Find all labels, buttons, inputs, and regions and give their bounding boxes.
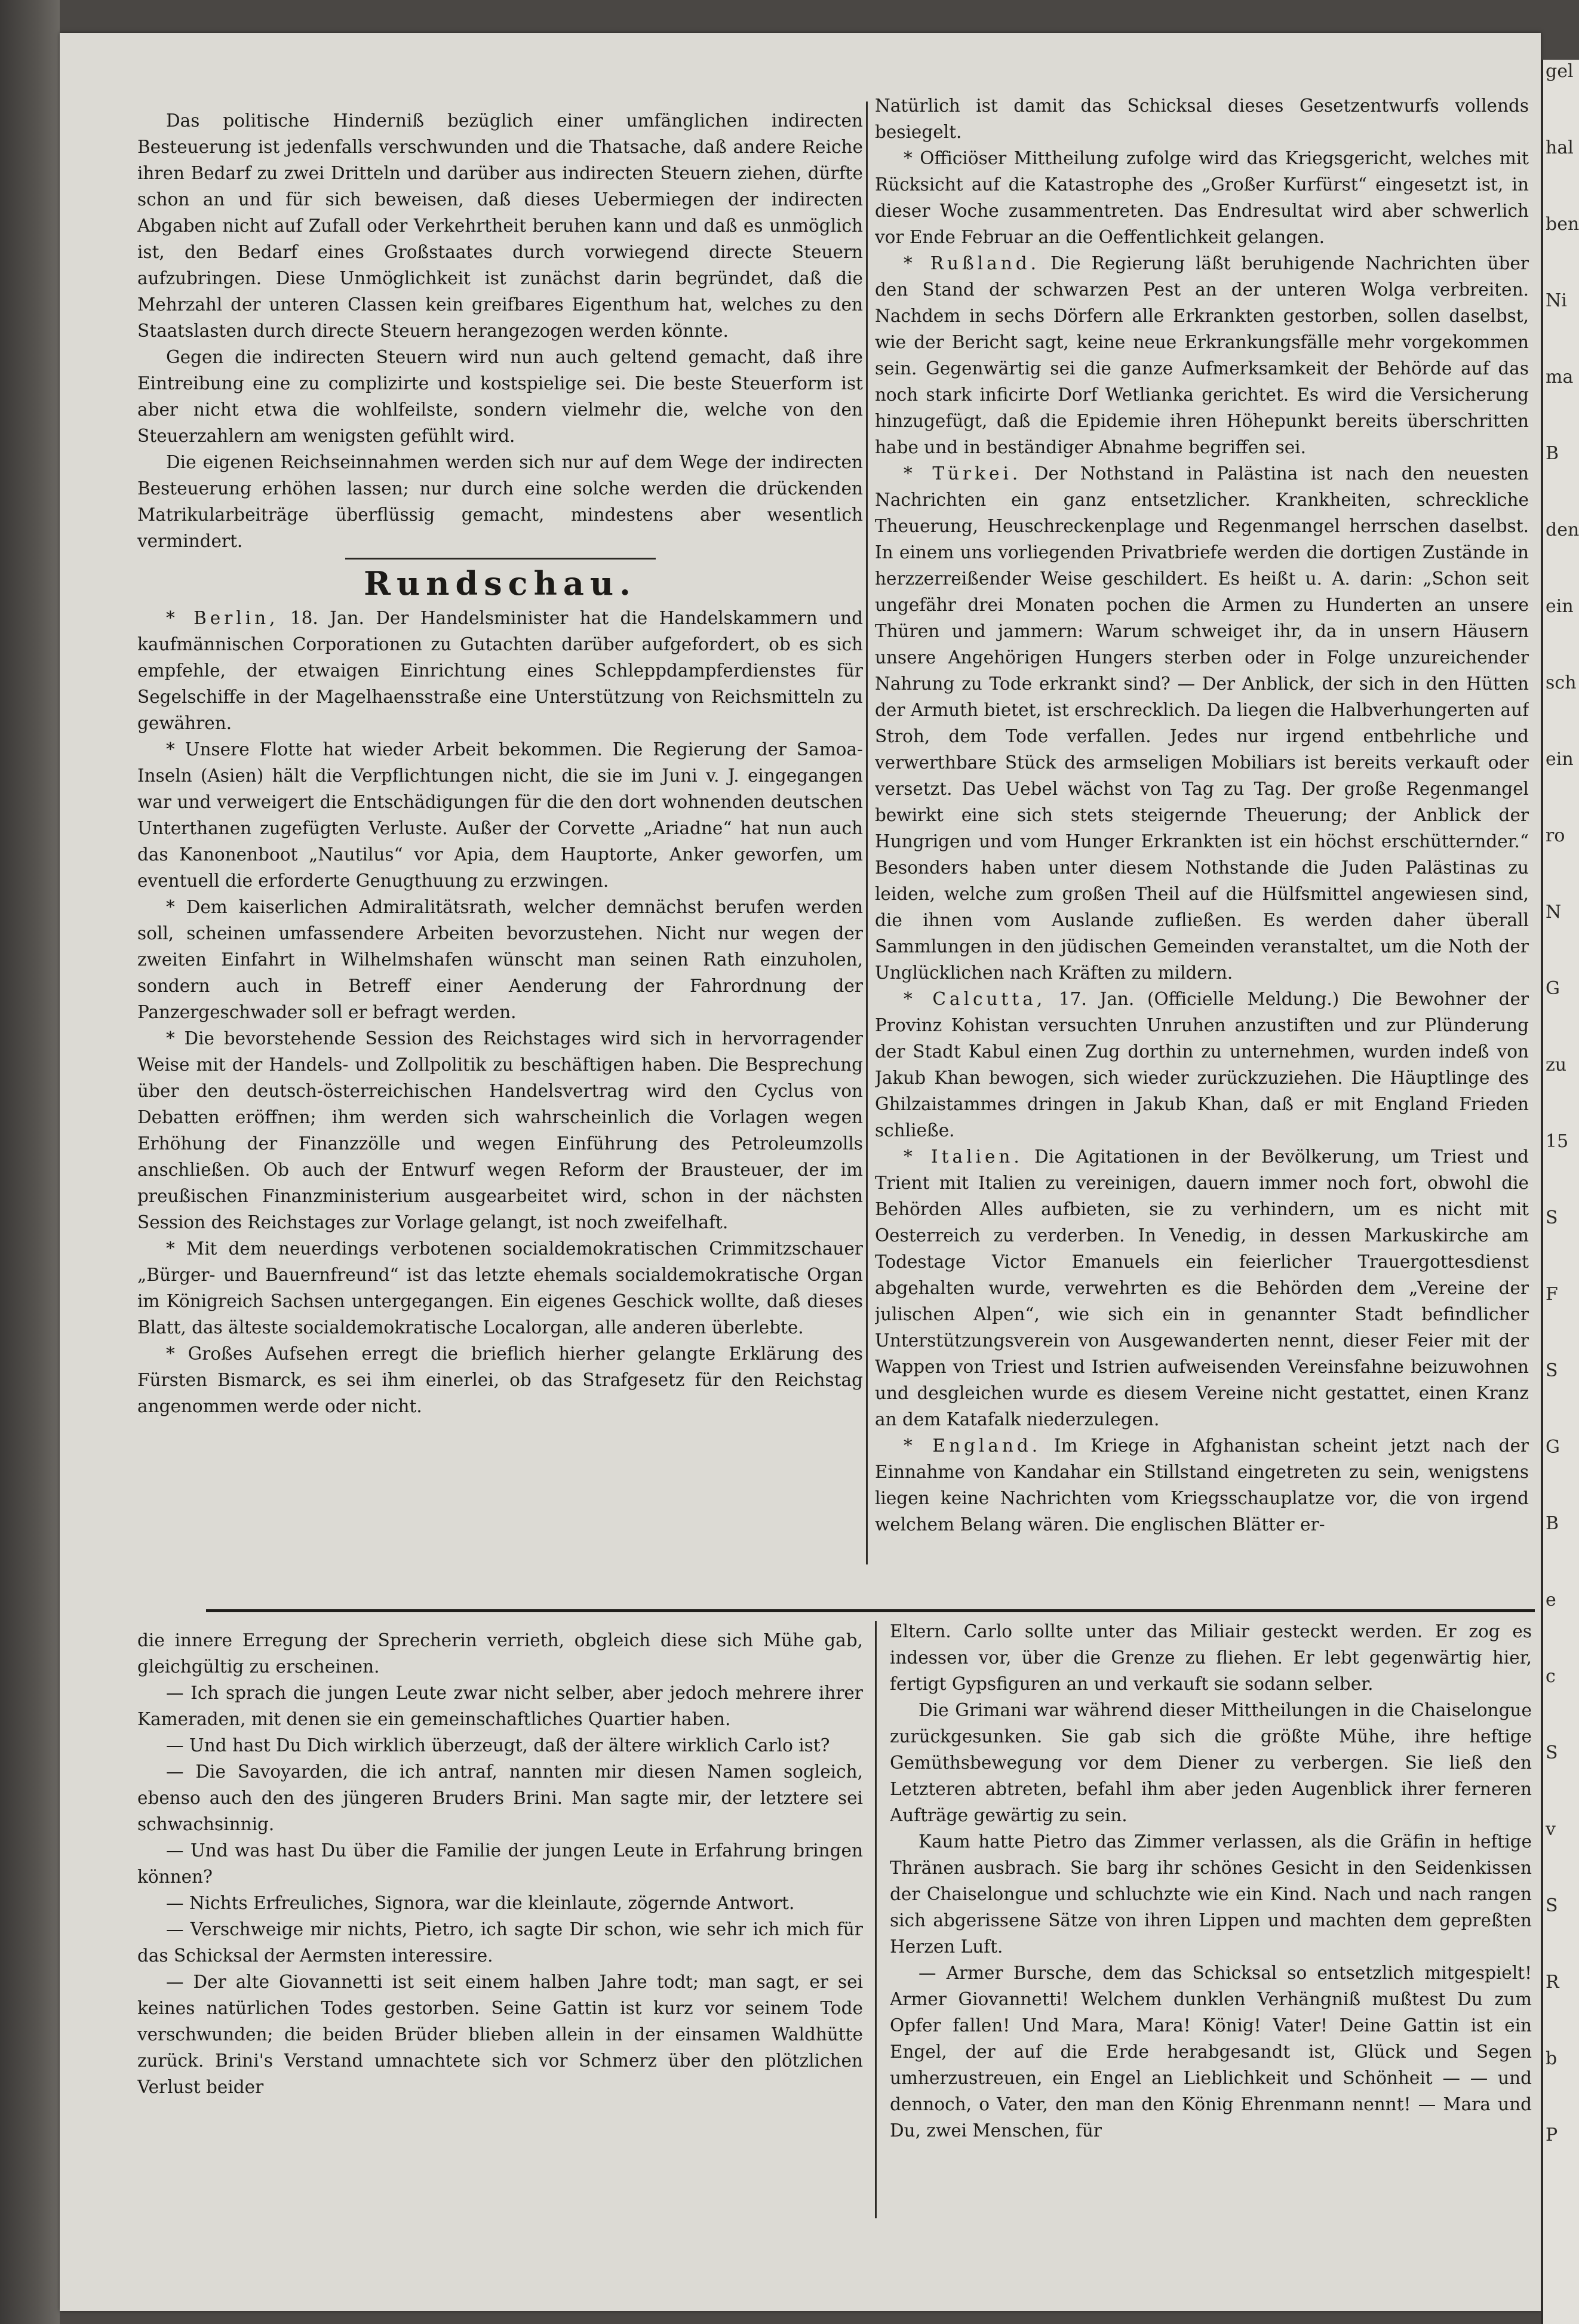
- tax-paragraph-3: Die eigenen Reichseinnahmen werden sich nur auf dem Wege der indirecten Besteuerung erhöhen lassen; nur durch eine solche werden die drückenden Matrikularbeiträge überflüssig gemacht, mindestens aber wesentlich vermindert.: [137, 452, 863, 551]
- adjacent-page-fragment: e: [1546, 1590, 1556, 1610]
- adjacent-page-fragment: ma: [1546, 367, 1574, 388]
- news-text: Im Kriege in Afghanistan scheint jetzt nach der Einnahme von Kandahar ein Stillstand eingetreten zu sein, wenigstens liegen keine Nachrichten vom Kriegsschauplatze vor, die von irgend welchem Belang wären. Die englischen Blätter er-: [875, 1435, 1529, 1535]
- news-text: Die Agitationen in der Bevölkerung, um Triest und Trient mit Italien zu vereinigen, dauern immer noch fort, obwohl die Behörden Alles aufbieten, sie zu verhindern, um es nicht mit Oesterreich zu verderben. In Venedig, in dessen Markuskirche am Todestage Victor Emanuels ein feierlicher Trauergottesdienst abgehalten wurde, verwehrten es die Behörden dem „Vereine der julischen Alpen“, wie sich ein in genannter Stadt befindlicher Unterstützungsverein von Ausgewanderten nennt, dieser Feier mit der Wappen von Triest und Istrien aufweisenden Vereinsfahne beizuwohnen und desgleichen wurde es diesem Vereine nicht gestattet, einen Kranz an dem Katafalk niederzulegen.: [875, 1146, 1529, 1430]
- section-divider: [345, 558, 656, 560]
- news-item-admiralitaet: * Dem kaiserlichen Admiralitätsrath, welcher demnächst berufen werden soll, scheinen umfassendere Arbeiten bevorzustehen. Nicht nur wegen der zweiten Einfahrt in Wilhelmshafen wünscht man seinen Rath einzuholen, sondern auch in Betreff einer Aenderung der Fahrordnung der Panzergeschwader soll er befragt werden.: [137, 897, 863, 1022]
- story-paragraph-8: — Der alte Giovannetti ist seit einem halben Jahre todt; man sagt, er sei keines natürlichen Todes gestorben. Seine Gattin ist kurz vor seinem Tode verschwunden; die beiden Brüder blieben allein in der einsamen Waldhütte zurück. Brini's Verstand umnachtete sich vor Schmerz über den plötzlichen Verlust beider: [137, 1972, 863, 2097]
- column-divider-bottom: [875, 1621, 877, 2218]
- news-item-kriegsgericht: * Officiöser Mittheilung zufolge wird das Kriegsgericht, welches mit Rücksicht auf die Katastrophe des „Großer Kurfürst“ eingesetzt ist, in dieser Woche zusammentreten. Das Endresultat wird aber schwerlich vor Ende Februar an die Oeffentlichkeit gelangen.: [875, 148, 1529, 247]
- story-paragraph-10: Die Grimani war während dieser Mittheilungen in die Chaiselongue zurückgesunken. Sie gab sich die größte Mühe, ihre heftige Gemüthsbewegung vor dem Diener zu verbergen. Sie ließ den Letzteren abtreten, befahl ihm aber jeden Augenblick ihrer ferneren Aufträge gewärtig zu sein.: [890, 1700, 1532, 1825]
- story-paragraph-6: — Nichts Erfreuliches, Signora, war die kleinlaute, zögernde Antwort.: [166, 1893, 795, 1913]
- adjacent-page-fragment: S: [1546, 1742, 1558, 1763]
- column-bottom-right: [890, 1618, 1532, 2227]
- adjacent-page-fragment: B: [1546, 443, 1559, 464]
- tax-paragraph-2: Gegen die indirecten Steuern wird nun auch geltend gemacht, daß ihre Eintreibung eine zu complizirte und kostspielige sei. Die beste Steuerform ist aber nicht etwa die wohlfeilste, sondern vielmehr die, welche von den Steuerzahlern am wenigsten gefühlt wird.: [137, 347, 863, 446]
- news-place: * Calcutta,: [904, 989, 1046, 1009]
- news-item-italien: [875, 1143, 1529, 1432]
- adjacent-page-fragment: ein: [1546, 749, 1574, 770]
- adjacent-page-fragment: v: [1546, 1819, 1556, 1840]
- story-paragraph-11: Kaum hatte Pietro das Zimmer verlassen, als die Gräfin in heftige Thränen ausbrach. Sie barg ihr schönes Gesicht in den Seidenkissen der Chaiselongue und schluchzte wie ein Kind. Nach und nach rangen sich abgerissene Sätze von ihren Lippen und machten dem gepreßten Herzen Luft.: [890, 1831, 1532, 1957]
- adjacent-page-fragment: S: [1546, 1895, 1558, 1916]
- adjacent-page-fragment: S: [1546, 1207, 1558, 1228]
- story-paragraph-4: — Die Savoyarden, die ich antraf, nannten mir diesen Namen sogleich, ebenso auch den des jüngeren Bruders Brini. Man sagte mir, der letztere sei schwachsinnig.: [137, 1762, 863, 1834]
- adjacent-page-fragment: den: [1546, 519, 1579, 540]
- adjacent-page-fragment: ben: [1546, 214, 1579, 235]
- story-paragraph-5: — Und was hast Du über die Familie der jungen Leute in Erfahrung bringen können?: [137, 1840, 863, 1887]
- adjacent-page-fragment: S: [1546, 1360, 1558, 1381]
- news-place: * Italien.: [904, 1146, 1023, 1167]
- adjacent-page-fragment: P: [1546, 2125, 1558, 2145]
- news-item-crimmitzschau: * Mit dem neuerdings verbotenen socialdemokratischen Crimmitzschauer „Bürger- und Bauernfreund“ ist das letzte ehemals socialdemokratische Organ im Königreich Sachsen untergegangen. Ein eigenes Geschick wollte, daß dieses Blatt, das älteste socialdemokratische Localorgan, alle anderen überlebte.: [137, 1238, 863, 1338]
- column-top-right: [875, 93, 1529, 1573]
- story-paragraph-2: — Ich sprach die jungen Leute zwar nicht selber, aber jedoch mehrere ihrer Kameraden, mit denen sie ein gemeinschaftliches Quartier haben.: [137, 1683, 863, 1729]
- story-paragraph-9: Eltern. Carlo sollte unter das Miliair gesteckt werden. Er zog es indessen vor, über die Grenze zu fliehen. Er lebt gegenwärtig hier, fertigt Gypsfiguren an und verkauft sie sodann selber.: [890, 1621, 1532, 1694]
- story-paragraph-3: — Und hast Du Dich wirklich überzeugt, daß der ältere wirklich Carlo ist?: [166, 1735, 830, 1756]
- adjacent-page-fragment: 15: [1546, 1131, 1569, 1152]
- news-item-calcutta: [875, 986, 1529, 1143]
- story-paragraph-1: die innere Erregung der Sprecherin verrieth, obgleich diese sich Mühe gab, gleichgültig zu erscheinen.: [137, 1630, 863, 1677]
- news-item-russland: [875, 250, 1529, 460]
- news-place: * Türkei.: [904, 463, 1022, 484]
- news-text: 17. Jan. (Officielle Meldung.) Die Bewohner der Provinz Kohistan versuchten Unruhen anzustiften und zur Plünderung der Stadt Kabul einen Zug dorthin zu unternehmen, wurden indeß von Jakub Khan bewogen, sich wieder zurückzuziehen. Die Häuptlinge des Ghilzaistammes dringen in Jakub Khan, daß er mit England Frieden schließe.: [875, 989, 1529, 1141]
- section-title-rundschau: Rundschau.: [364, 564, 637, 602]
- column-divider-top: [866, 102, 868, 1564]
- news-text: Der Nothstand in Palästina ist nach den neuesten Nachrichten ein ganz entsetzlicher. Krankheiten, schreckliche Theuerung, Heuschreckenplage und Regenmangel herrschen daselbst. In einem uns vorliegenden Privatbriefe werden die dortigen Zustände in herzzerreißender Weise geschildert. Es heißt u. A. darin: „Schon seit ungefähr drei Monaten pochen die Armen zu Hunderten an unsere Thüren und jammern: Warum schweiget ihr, da in unsern Häusern unsere Angehörigen Hungers sterben oder in Folge unzureichender Nahrung zu Tode erkrankt sind? — Der Anblick, der sich in den Hütten der Armuth bietet, ist erschrecklich. Da liegen die Halbverhungerten auf Stroh, dem Tode verfallen. Jedes nur irgend entbehrliche und verwerthbare Stück des armseligen Mobiliars ist bereits verkauft oder versetzt. Das Uebel wächst von Tag zu Tag. Der große Regenmangel bewirkt eine sich stets steigernde Theuerung; der Anblick der Hungrigen und vom Hunger Erkrankten ist ein höchst erschütternder.“ Besonders haben unter diesem Nothstande die Juden Palästinas zu leiden, welche zum großen Theil auf die Hülfsmittel angewiesen sind, die ihnen vom Auslande zufließen. Es werden daher überall Sammlungen in den jüdischen Gemeinden veranstaltet, um die Noth der Unglücklichen nach Kräften zu mildern.: [875, 463, 1529, 983]
- news-place: * England.: [904, 1435, 1042, 1456]
- adjacent-page-fragment: b: [1546, 2048, 1558, 2069]
- continuation-paragraph: Natürlich ist damit das Schicksal dieses Gesetzentwurfs vollends besiegelt.: [875, 96, 1529, 142]
- news-item-england: [875, 1432, 1529, 1538]
- tax-paragraph-1: Das politische Hinderniß bezüglich einer umfänglichen indirecten Besteuerung ist jedenfalls verschwunden und die Thatsache, daß andere Reiche ihren Bedarf zu zwei Dritteln und darüber aus indirecten Steuern ziehen, dürfte schon an und für sich beweisen, daß dieses Uebermiegen der indirecten Abgaben nicht auf Zufall oder Verkehrtheit beruhen kann und daß es unmöglich ist, den Bedarf eines Großstaates durch vorwiegend directe Steuern aufzubringen. Diese Unmöglichkeit ist zunächst darin begründet, daß die Mehrzahl der unteren Classen kein greifbares Eigenthum hat, welches zu den Staatslasten durch directe Steuern herangezogen werden könnte.: [137, 110, 863, 341]
- adjacent-page-fragment: c: [1546, 1666, 1556, 1687]
- news-item-bismarck: * Großes Aufsehen erregt die brieflich hierher gelangte Erklärung des Fürsten Bismarck, es sei ihm einerlei, ob das Strafgesetz für den Reichstag angenommen werde oder nicht.: [137, 1344, 863, 1416]
- story-paragraph-12: — Armer Bursche, dem das Schicksal so entsetzlich mitgespielt! Armer Giovannetti! Welchem dunklen Verhängniß mußtest Du zum Opfer fallen! Und Mara, Mara! König! Vater! Deine Gattin ist ein Engel, der auf die Erde herabgesandt ist, Glück und Segen umherzustreuen, ein Engel an Lieblichkeit und Schönheit — — und dennoch, o Vater, den man den König Ehrenmann nennt! — Mara und Du, zwei Menschen, für: [890, 1963, 1532, 2141]
- feuilleton-divider: [206, 1609, 1535, 1612]
- adjacent-page-fragment: Ni: [1546, 290, 1567, 311]
- adjacent-page-fragment: ein: [1546, 596, 1574, 617]
- news-text: 18. Jan. Der Handelsminister hat die Handelskammern und kaufmännischen Corporationen zu Gutachten darüber aufgefordert, ob es sich empfehle, der etwaigen Einrichtung eines Schleppdampferdienstes für Segelschiffe in der Magelhaensstraße eine Unterstützung von Reichsmitteln zu gewähren.: [137, 608, 863, 733]
- news-item-reichstag: * Die bevorstehende Session des Reichstages wird sich in hervorragender Weise mit der Handels- und Zollpolitik zu beschäftigen haben. Die Besprechung über den deutsch-österreichischen Handelsvertrag wird den Cyclus von Debatten eröffnen; ihm werden sich wahrscheinlich die Vorlagen wegen Erhöhung der Finanzzölle und wegen Einführung des Petroleumzolls anschließen. Ob auch der Entwurf wegen Reform der Brausteuer, der im preußischen Finanzministerium ausgearbeitet wird, schon in der nächsten Session des Reichstages zur Vorlage gelangt, ist noch zweifelhaft.: [137, 1028, 863, 1232]
- adjacent-page-fragment: zu: [1546, 1055, 1567, 1075]
- news-item-tuerkei: [875, 460, 1529, 986]
- column-bottom-left: [137, 1627, 863, 2224]
- adjacent-page-fragment: hal: [1546, 137, 1574, 158]
- adjacent-page-fragment: ro: [1546, 825, 1565, 846]
- adjacent-page-edge: [1541, 60, 1579, 2324]
- adjacent-page-fragment: G: [1546, 1437, 1560, 1458]
- adjacent-page-fragment: R: [1546, 1972, 1559, 1993]
- scan-background-left: [0, 0, 60, 2324]
- news-place: * Rußland.: [904, 253, 1040, 273]
- news-text: Die Regierung läßt beruhigende Nachrichten über den Stand der schwarzen Pest an der unteren Wolga verbreiten. Nachdem in sechs Dörfern alle Erkrankten gestorben, sollen daselbst, wie der Bericht sagt, keine neue Erkrankungsfälle mehr vorgekommen sein. Gegenwärtig sei die ganze Aufmerksamkeit der Behörde auf das noch stark inficirte Dorf Wetlianka gerichtet. Es wird die Versicherung hinzugefügt, daß die Epidemie ihren Höhepunkt bereits überschritten habe und in beständiger Abnahme begriffen sei.: [875, 253, 1529, 457]
- adjacent-page-fragment: sch: [1546, 672, 1577, 693]
- news-item-berlin: [137, 605, 863, 736]
- adjacent-page-fragment: N: [1546, 902, 1562, 923]
- adjacent-page-fragment: G: [1546, 978, 1560, 999]
- adjacent-page-fragment: F: [1546, 1284, 1558, 1305]
- story-paragraph-7: — Verschweige mir nichts, Pietro, ich sagte Dir schon, wie sehr ich mich für das Schicksal der Aermsten interessire.: [137, 1919, 863, 1966]
- news-place: * Berlin,: [166, 608, 279, 628]
- adjacent-page-fragment: B: [1546, 1513, 1559, 1534]
- news-item-flotte: * Unsere Flotte hat wieder Arbeit bekommen. Die Regierung der Samoa-Inseln (Asien) hält die Verpflichtungen nicht, die sie im Juni v. J. eingegangen war und verweigert die Entschädigungen für die den dort wohnenden deutschen Unterthanen zugefügten Verluste. Außer der Corvette „Ariadne“ hat nun auch das Kanonenboot „Nautilus“ vor Apia, dem Hauptorte, Anker geworfen, um eventuell die erforderte Genugthuung zu erzwingen.: [137, 739, 863, 891]
- adjacent-page-fragment: gel: [1546, 61, 1574, 82]
- column-top-left: [137, 107, 863, 1570]
